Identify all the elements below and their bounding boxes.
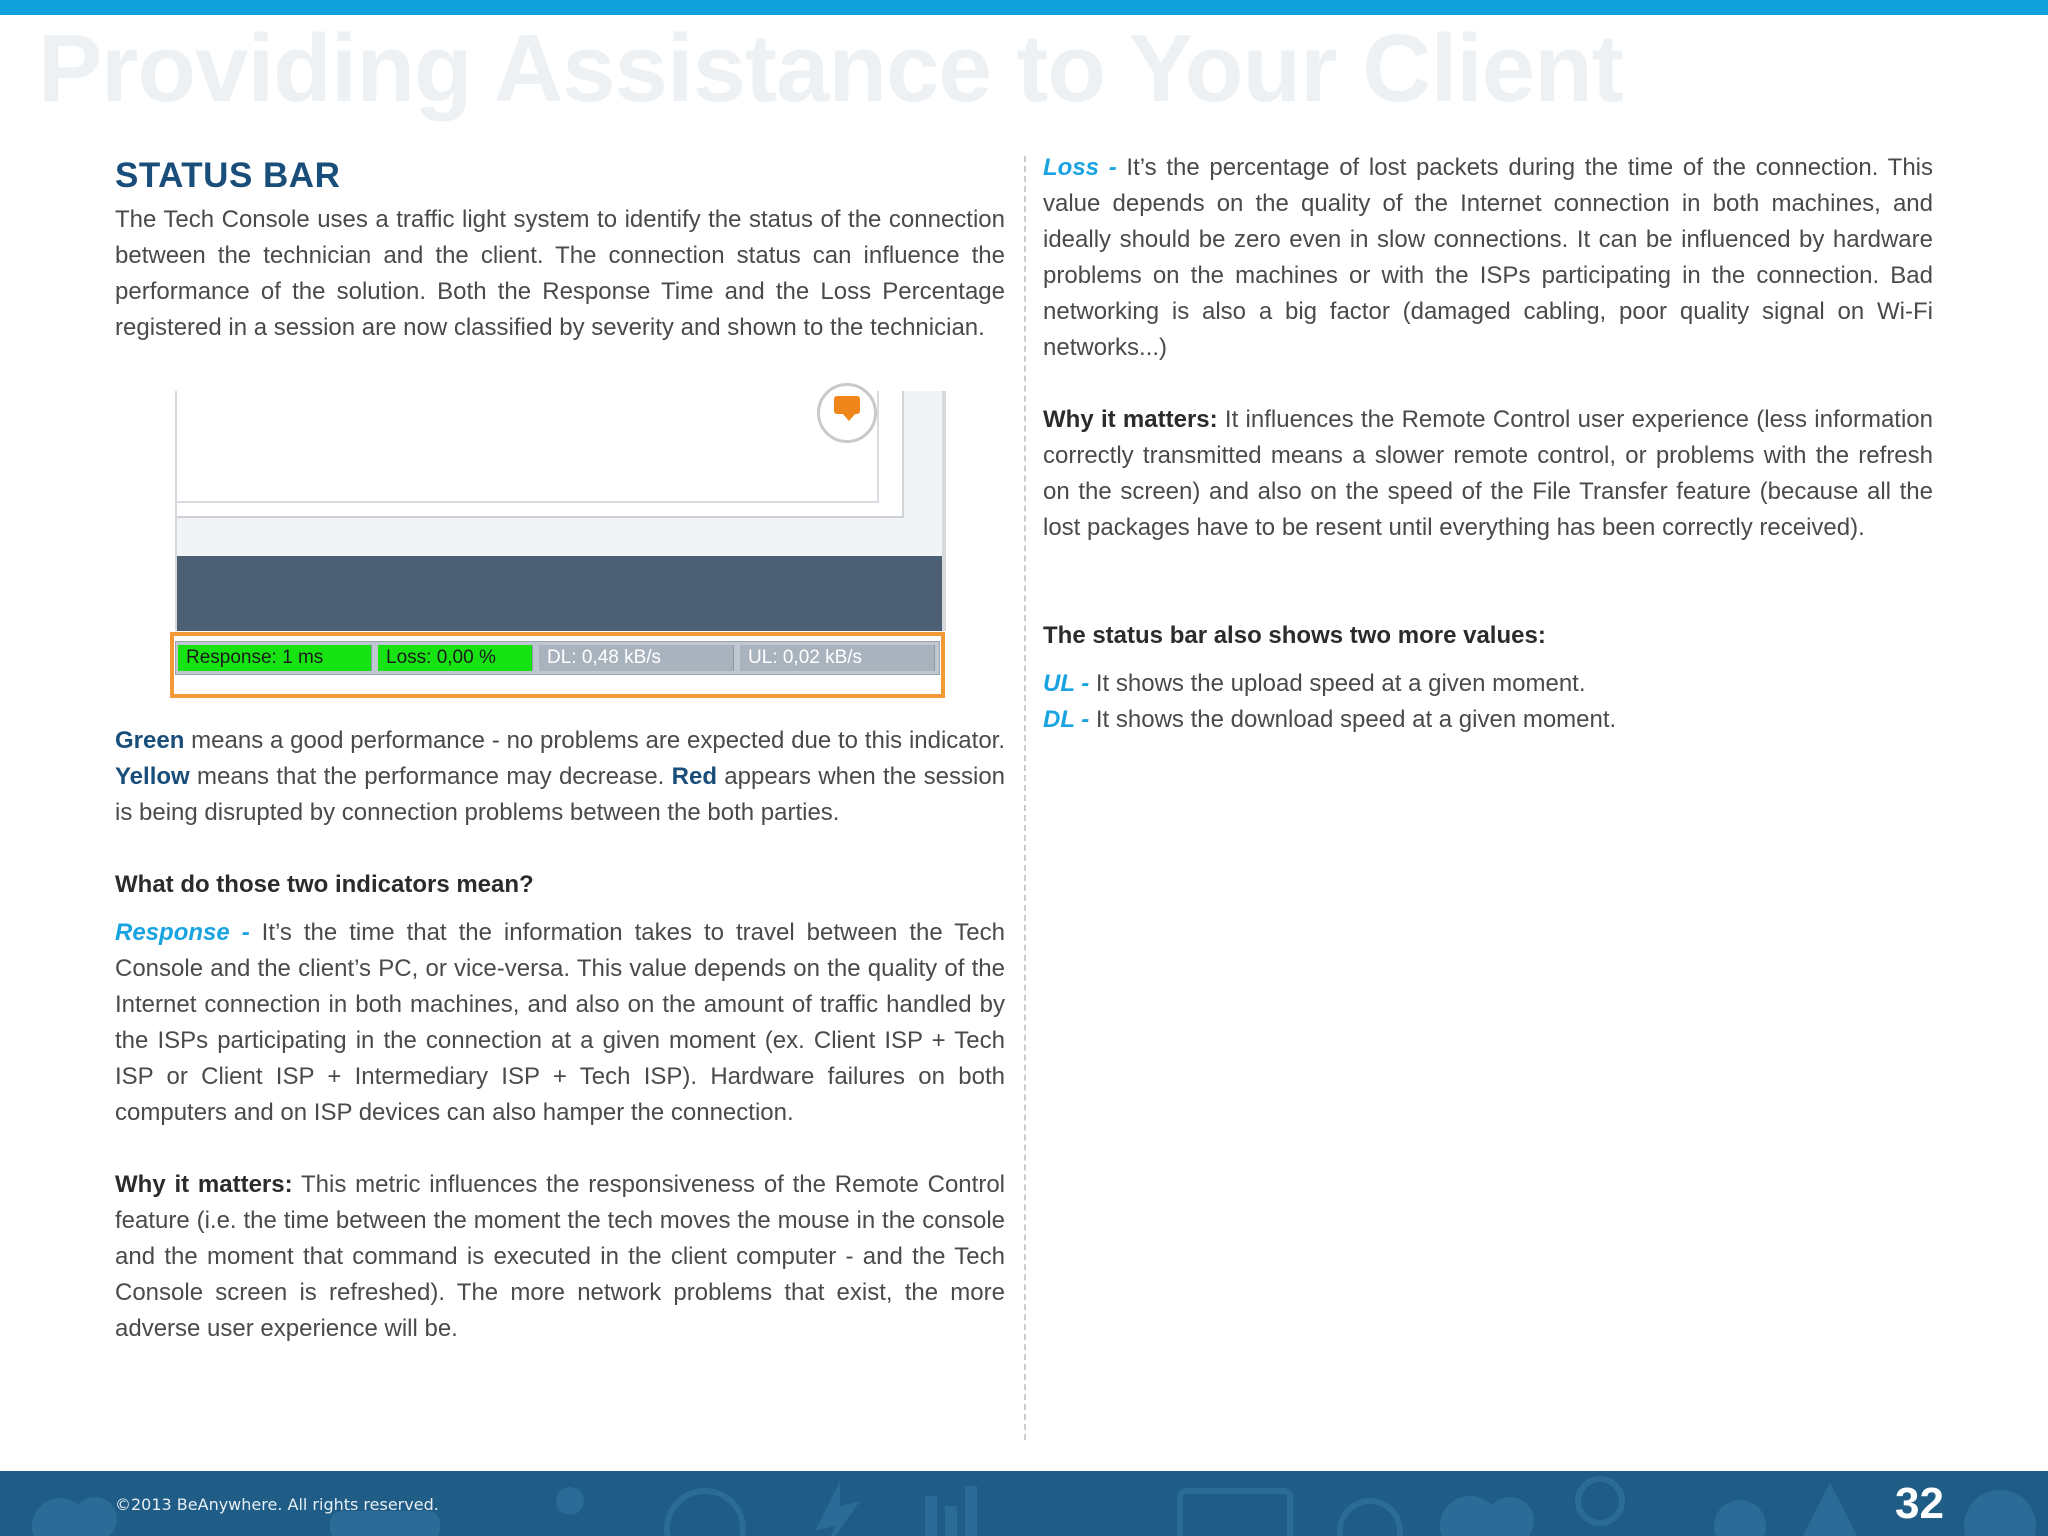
- yellow-text: means that the performance may decrease.: [189, 763, 672, 790]
- more-values-heading: The status bar also shows two more values:: [1043, 622, 1546, 649]
- console-toolbar-area: [177, 556, 942, 631]
- yellow-keyword: Yellow: [115, 763, 190, 790]
- console-pane: [177, 391, 904, 518]
- copyright: ©2013 BeAnywhere. All rights reserved.: [115, 1495, 439, 1514]
- footer: [0, 1471, 2048, 1536]
- response-why-paragraph: [115, 1167, 1005, 1347]
- watermark-title: Providing Assistance to Your Client: [38, 15, 1623, 122]
- loss-paragraph: [1043, 150, 1933, 366]
- loss-term: Loss -: [1043, 154, 1117, 181]
- column-divider: [1024, 156, 1026, 1440]
- top-accent-bar: [0, 0, 2048, 15]
- right-column: [1043, 150, 1933, 738]
- status-bar-highlight: [170, 632, 945, 698]
- why-label: Why it matters:: [1043, 406, 1218, 433]
- colors-paragraph: [115, 723, 1005, 831]
- why-text: It influences the Remote Control user experience (less information correctly transmitted means a slower remote control, or problems with the refresh on the screen) and also on the speed of the File Transfer feature (because all the lost packages have to be resent until everything has been correctly received).: [1043, 406, 1933, 541]
- loss-text: It’s the percentage of lost packets during the time of the connection. This value depends on the quality of the Internet connection in both machines, and ideally should be zero even in slow connections. It can be influenced by hardware problems on the machines or with the ISPs participating in the connection. Bad networking is also a big factor (damaged cabling, poor quality signal on Wi-Fi networks...): [1043, 154, 1934, 361]
- response-term: Response -: [115, 919, 250, 946]
- left-column: [115, 150, 1005, 1347]
- status-bar-screenshot: [175, 391, 945, 701]
- dl-line: [1043, 702, 1933, 738]
- indicators-heading: What do those two indicators mean?: [115, 871, 534, 898]
- ul-line: [1043, 666, 1933, 702]
- status-download: DL: 0,48 kB/s: [539, 645, 734, 671]
- green-keyword: Green: [115, 727, 185, 754]
- ul-term: UL -: [1043, 670, 1090, 697]
- why-label: Why it matters:: [115, 1171, 293, 1198]
- dl-text: It shows the download speed at a given moment.: [1089, 706, 1617, 733]
- section-title: STATUS BAR: [115, 156, 341, 195]
- red-text: appears when the session is being disrupted by connection problems between the both parties.: [115, 763, 1006, 826]
- chat-bubble-icon: [817, 383, 877, 443]
- green-text: means a good performance - no problems are expected due to this indicator.: [184, 727, 1005, 754]
- status-response: Response: 1 ms: [178, 645, 372, 671]
- console-window: [175, 391, 946, 631]
- loss-why-paragraph: [1043, 402, 1933, 546]
- red-keyword: Red: [671, 763, 717, 790]
- why-text: This metric influences the responsiveness of the Remote Control feature (i.e. the time between the moment the tech moves the mouse in the console and the moment that command is executed in the client computer - and the Tech Console screen is refreshed). The more network problems that exist, the more adverse user experience will be.: [115, 1171, 1005, 1342]
- status-upload: UL: 0,02 kB/s: [740, 645, 935, 671]
- console-pane-inner: [177, 391, 879, 503]
- status-loss: Loss: 0,00 %: [378, 645, 533, 671]
- response-text: It’s the time that the information takes to travel between the Tech Console and the client’s PC, or vice-versa. This value depends on the quality of the Internet connection in both machines, and also on the amount of traffic handled by the ISPs participating in the connection at a given moment (ex. Client ISP + Tech ISP or Client ISP + Intermediary ISP + Tech ISP). Hardware failures on both computers and on ISP devices can also hamper the connection.: [115, 919, 1005, 1126]
- dl-term: DL -: [1043, 706, 1090, 733]
- response-paragraph: [115, 915, 1005, 1131]
- intro-paragraph: The Tech Console uses a traffic light system to identify the status of the connection between the technician and the client. The connection status can influence the performance of the solution. Both the Response Time and the Loss Percentage registered in a session are now classified by severity and shown to the technician.: [115, 206, 1005, 341]
- ul-text: It shows the upload speed at a given moment.: [1089, 670, 1586, 697]
- page-number: 32: [1895, 1479, 1944, 1528]
